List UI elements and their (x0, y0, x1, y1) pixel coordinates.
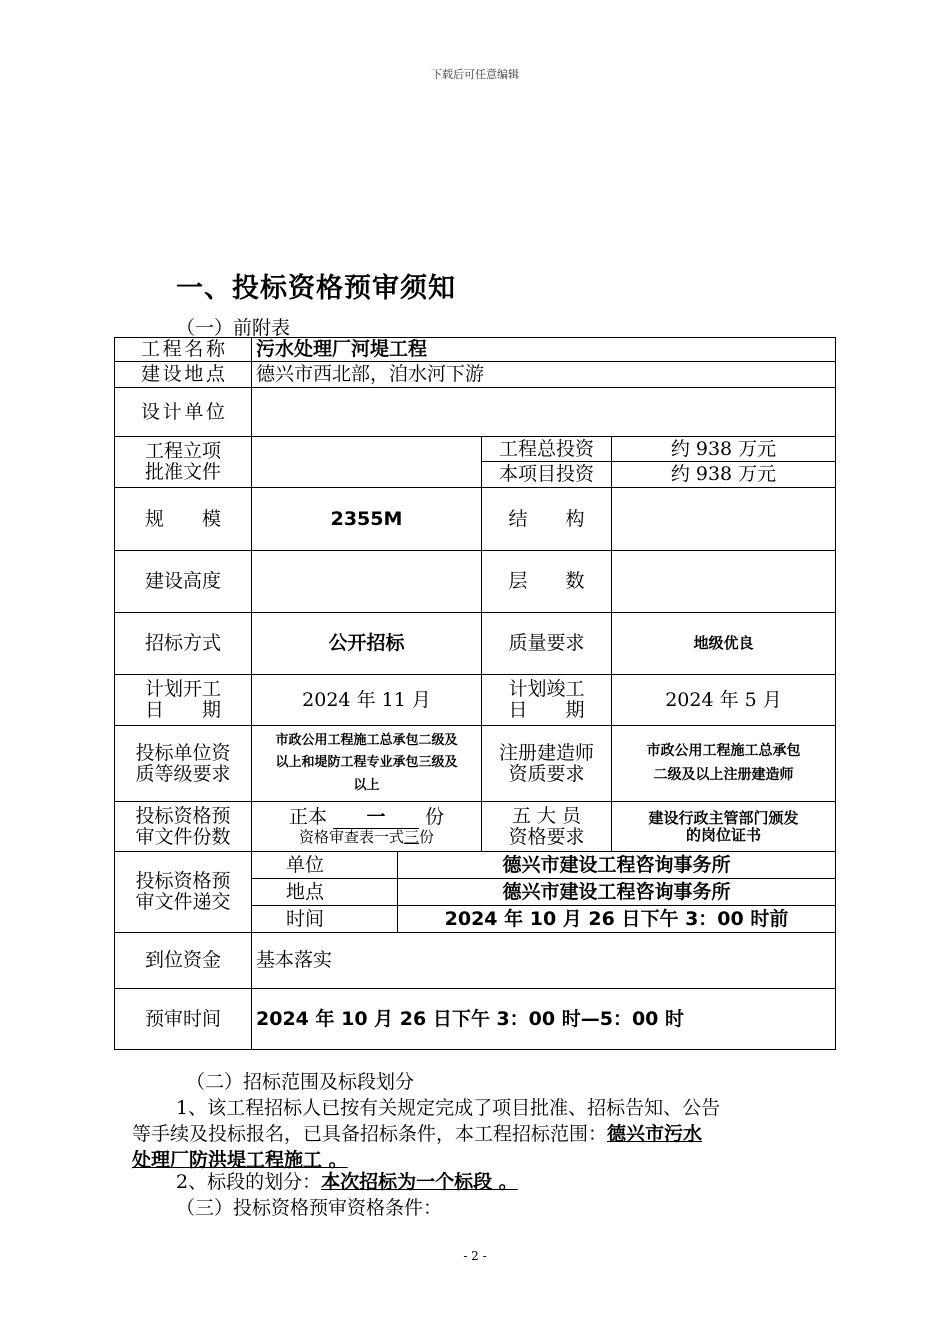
copies-original-prefix: 正本 (288, 806, 327, 829)
tender-method: 公开招标 (252, 613, 482, 675)
five-staff-line2: 的岗位证书 (686, 825, 762, 844)
project-name: 污水处理厂河堤工程 (252, 338, 836, 362)
builder-label-line1: 注册建造师 (498, 741, 594, 764)
height-label: 建设高度 (115, 551, 252, 613)
tender-method-label: 招标方式 (115, 613, 252, 675)
submit-details (252, 852, 836, 933)
location-label: 建设地点 (115, 362, 252, 388)
total-invest: 约 938 万元 (612, 437, 836, 462)
copies-original-suffix: 份 (425, 806, 445, 829)
section2-p1-line1: 1、该工程招标人已按有关规定完成了项目批准、招标告知、公告 (176, 1097, 721, 1119)
five-staff-label-line1: 五 大 员 (511, 804, 582, 827)
end-label (482, 675, 612, 726)
qual-line1: 市政公用工程施工总承包二级及 (275, 733, 458, 749)
five-staff-label (482, 802, 612, 852)
section2-p1-scope-a: 德兴市污水 (607, 1123, 703, 1145)
copies-form (256, 829, 477, 846)
total-invest-label: 工程总投资 (482, 437, 612, 462)
design-unit (252, 388, 836, 437)
qual-label-line1: 投标单位资 (135, 741, 231, 764)
five-staff-label-line2: 资格要求 (508, 825, 585, 848)
end-label-line1: 计划竣工 (508, 678, 585, 701)
funds-label: 到位资金 (115, 933, 252, 989)
review-time: 2024 年 10 月 26 日下午 3：00 时—5：00 时 (252, 989, 836, 1050)
section2-p2-prefix: 2、标段的划分： (176, 1171, 322, 1193)
copies-label (115, 802, 252, 852)
section3-heading: （三）投标资格预审资格条件： (176, 1197, 443, 1219)
copies-form-suffix: 份 (419, 828, 435, 847)
qual-line3: 以上 (353, 777, 380, 793)
section2-p2-value: 本次招标为一个标段 。 (321, 1171, 518, 1193)
qual-label-line2: 质等级要求 (135, 762, 231, 785)
start-date: 2024 年 11 月 (252, 675, 482, 726)
approval-label-line1: 工程立项 (144, 440, 221, 463)
approval-label-line2: 批准文件 (144, 461, 221, 483)
section2-p1-scope-b: 处理厂防洪堤工程施工 。 (132, 1149, 348, 1171)
qual-requirement (252, 726, 482, 802)
subtitle: （一）前附表 (176, 317, 291, 339)
section2-paragraph1 (132, 1095, 822, 1173)
five-staff-line1: 建设行政主管部门颁发 (648, 809, 799, 827)
structure-label: 结 构 (482, 488, 612, 551)
submit-place: 德兴市建设工程咨询事务所 (398, 879, 836, 906)
funds: 基本落实 (252, 933, 836, 989)
five-staff-requirement (612, 802, 836, 852)
builder-label-line2: 资质要求 (508, 762, 585, 785)
end-label-line2: 日 期 (508, 699, 585, 721)
section2-heading: （二）招标范围及标段划分 (186, 1071, 415, 1093)
qual-label (115, 726, 252, 802)
quality-label: 质量要求 (482, 613, 612, 675)
scale: 2355M (252, 488, 482, 551)
submit-time: 2024 年 10 月 26 日下午 3：00 时前 (398, 906, 836, 933)
location: 德兴市西北部，洎水河下游 (252, 362, 836, 388)
submit-inner-table (252, 852, 835, 932)
builder-line1: 市政公用工程施工总承包 (646, 742, 801, 759)
builder-line2: 二级及以上注册建造师 (653, 766, 794, 783)
start-label (115, 675, 252, 726)
section2-paragraph2 (176, 1169, 866, 1195)
floors-label: 层 数 (482, 551, 612, 613)
builder-label (482, 726, 612, 802)
height (252, 551, 482, 613)
submit-label-line2: 审文件递交 (135, 891, 231, 913)
section2-p1-text: 等手续及投标报名，已具备招标条件，本工程招标范围： (132, 1123, 608, 1145)
project-name-label: 工程名称 (115, 338, 252, 362)
copies-label-line1: 投标资格预 (135, 804, 231, 827)
copies-original-value: 一 (333, 807, 419, 829)
design-unit-label: 设计单位 (115, 388, 252, 437)
copies-form-prefix: 资格审查表一式 (298, 828, 404, 847)
floors (612, 551, 836, 613)
project-invest: 约 938 万元 (612, 462, 836, 488)
project-invest-label: 本项目投资 (482, 462, 612, 488)
builder-requirement (612, 726, 836, 802)
attached-table (114, 337, 836, 1050)
page-title: 一、投标资格预审须知 (176, 273, 456, 304)
submit-unit: 德兴市建设工程咨询事务所 (502, 853, 731, 876)
copies-form-value: 三 (403, 828, 419, 847)
page-number: - 2 - (463, 1249, 487, 1263)
approval-label (115, 437, 252, 488)
submit-label-line1: 投标资格预 (135, 870, 231, 893)
header-note: 下载后可任意编辑 (431, 68, 519, 81)
submit-place-label: 地点 (252, 879, 398, 906)
start-label-line1: 计划开工 (144, 678, 221, 701)
submit-unit-label: 单位 (252, 852, 398, 879)
copies-label-line2: 审文件份数 (135, 825, 231, 848)
structure (612, 488, 836, 551)
section2-p1-line2 (132, 1121, 822, 1147)
qual-line2: 以上和堤防工程专业承包三级及 (275, 755, 458, 771)
start-label-line2: 日 期 (144, 699, 221, 721)
end-date: 2024 年 5 月 (612, 675, 836, 726)
approval-value (252, 437, 482, 488)
review-label: 预审时间 (115, 989, 252, 1050)
copies-value (252, 802, 482, 852)
submit-time-label: 时间 (252, 906, 398, 933)
scale-label: 规 模 (115, 488, 252, 551)
copies-original (256, 807, 477, 829)
quality: 地级优良 (612, 613, 836, 675)
submit-label (115, 852, 252, 933)
